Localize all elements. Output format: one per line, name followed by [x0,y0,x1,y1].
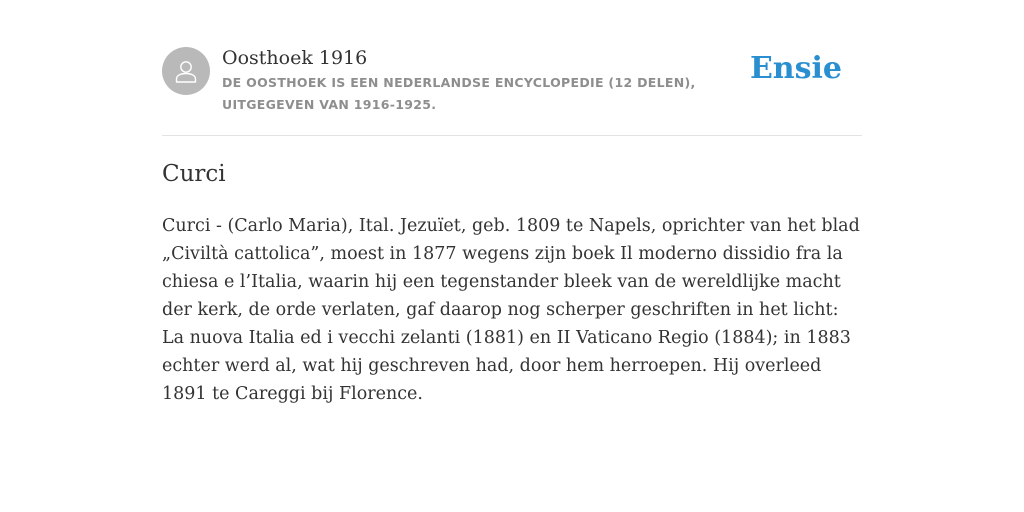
user-silhouette-icon [173,58,199,84]
ensie-logo-link[interactable]: Ensie [749,51,842,86]
source-header [162,45,862,135]
source-description: DE OOSTHOEK IS EEN NEDERLANDSE ENCYCLOPEDIE (12 DELEN), UITGEGEVEN VAN 1916-1925. [222,75,696,112]
header-divider [162,135,862,136]
entry-body: Curci - (Carlo Maria), Ital. Jezuïet, geb. 1809 te Napels, oprichter van het blad „Civiltà cattolica”, moest in 1877 wegens zijn boek Il moderno dissidio fra la chiesa e l’Italia, waarin hij een tegenstander bleek van de wereldlijke macht der kerk, de orde verlaten, gaf daarop nog scherper geschriften in het licht: La nuova Italia ed i vecchi zelanti (1881) en II Vaticano Regio (1884); in 1883 echter werd al, wat hij geschreven had, door hem herroepen. Hij overleed 1891 te Careggi bij Florence. [162,216,860,404]
source-title-link[interactable]: Oosthoek 1916 [222,47,368,69]
entry-title: Curci [162,161,226,187]
avatar[interactable] [162,47,210,95]
